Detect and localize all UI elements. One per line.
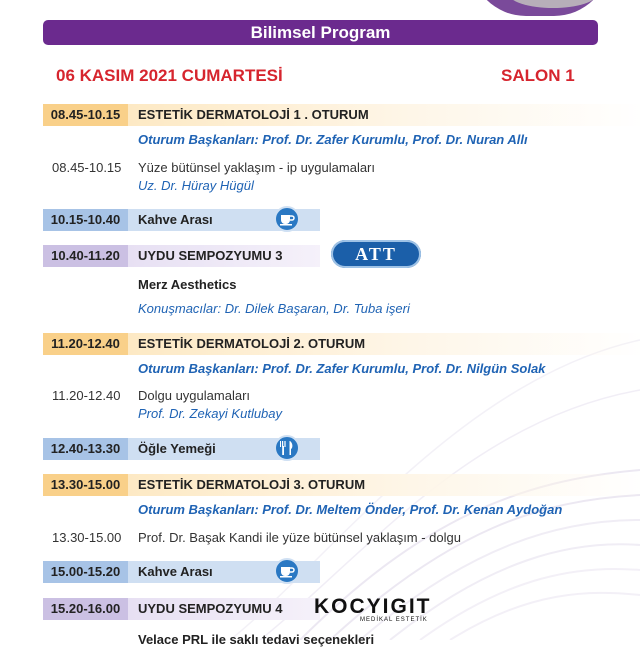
symposium-talk-title: Merz Aesthetics <box>138 277 237 292</box>
session-time: 13.30-15.00 <box>43 474 128 496</box>
coffee-cup-icon <box>274 206 300 232</box>
talk-time: 13.30-15.00 <box>52 530 122 545</box>
lunch-time: 12.40-13.30 <box>43 438 128 460</box>
talk-title: Dolgu uygulamaları <box>138 388 251 403</box>
lunch-title: Öğle Yemeği <box>128 438 320 460</box>
symposium-title: UYDU SEMPOZYUMU 4 <box>128 598 320 620</box>
symposium-speakers: Konuşmacılar: Dr. Dilek Başaran, Dr. Tuba işeri <box>138 301 410 316</box>
att-sponsor-logo <box>331 240 421 268</box>
session-title: ESTETİK DERMATOLOJİ 1 . OTURUM <box>128 104 640 126</box>
break-title: Kahve Arası <box>128 209 320 231</box>
break-time: 10.15-10.40 <box>43 209 128 231</box>
session-time: 11.20-12.40 <box>43 333 128 355</box>
talk-speaker: Prof. Dr. Zekayi Kutlubay <box>138 406 283 421</box>
session-chairs: Oturum Başkanları: Prof. Dr. Meltem Önder, Prof. Dr. Kenan Aydoğan <box>138 502 563 517</box>
symposium-time: 15.20-16.00 <box>43 598 128 620</box>
session-time: 08.45-10.15 <box>43 104 128 126</box>
talk-title: Prof. Dr. Başak Kandi ile yüze bütünsel yaklaşım - dolgu <box>138 530 461 545</box>
salon-heading: SALON 1 <box>501 66 575 85</box>
kocyigit-logo-text: KOCYIGIT <box>314 595 432 618</box>
break-title: Kahve Arası <box>128 561 320 583</box>
symposium-title: UYDU SEMPOZYUMU 3 <box>128 245 320 267</box>
symposium-talk-title: Velace PRL ile saklı tedavi seçenekleri <box>138 632 375 647</box>
session-title: ESTETİK DERMATOLOJİ 2. OTURUM <box>128 333 640 355</box>
talk-time: 11.20-12.40 <box>52 388 121 403</box>
talk-time: 08.45-10.15 <box>52 160 122 175</box>
page-title: Bilimsel Program <box>43 20 598 45</box>
break-time: 15.00-15.20 <box>43 561 128 583</box>
talk-speaker: Uz. Dr. Hüray Hügül <box>138 178 254 193</box>
talk-title: Yüze bütünsel yaklaşım - ip uygulamaları <box>138 160 376 175</box>
day-date-heading: 06 KASIM 2021 CUMARTESİ <box>56 66 283 85</box>
kocyigit-sponsor-logo <box>314 597 432 623</box>
kocyigit-logo-subtitle: MEDİKAL ESTETİK <box>360 617 428 623</box>
symposium-time: 10.40-11.20 <box>43 245 128 267</box>
session-chairs: Oturum Başkanları: Prof. Dr. Zafer Kurumlu, Prof. Dr. Nuran Allı <box>138 132 528 147</box>
session-chairs: Oturum Başkanları: Prof. Dr. Zafer Kurumlu, Prof. Dr. Nilgün Solak <box>138 361 546 376</box>
fork-knife-icon <box>274 435 300 461</box>
coffee-cup-icon <box>274 558 300 584</box>
att-logo-text: ATT <box>355 243 397 264</box>
session-title: ESTETİK DERMATOLOJİ 3. OTURUM <box>128 474 640 496</box>
